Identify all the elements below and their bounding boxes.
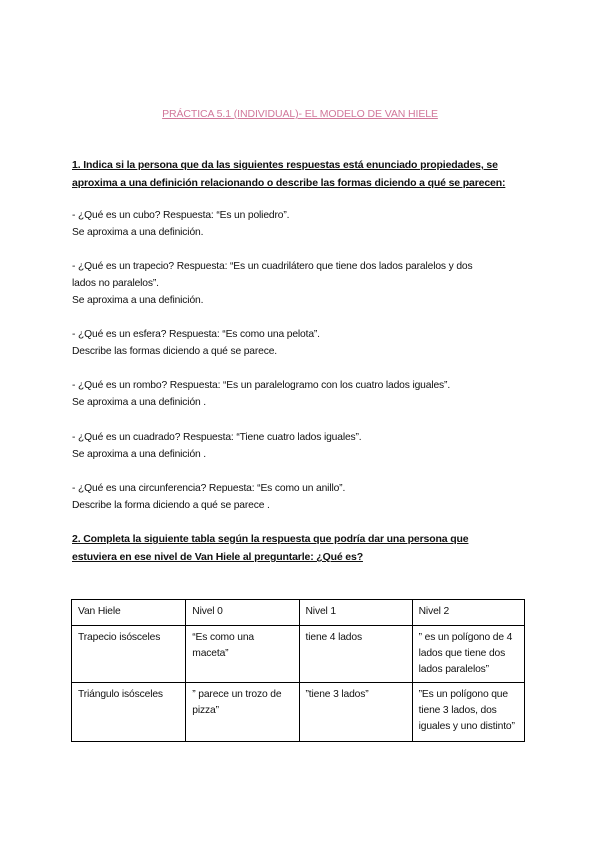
item-question: - ¿Qué es una circunferencia? Repuesta: “Es como un anillo”.	[72, 483, 346, 494]
question-2-heading-line-1: 2. Completa la siguiente tabla según la respuesta que podría dar una persona que	[72, 533, 469, 545]
item-question: - ¿Qué es un rombo? Respuesta: “Es un paralelogramo con los cuatro lados iguales”.	[72, 380, 451, 391]
question-1-item-cuadrado	[72, 429, 532, 463]
table-cell: ” parece un trozo de pizza”	[186, 683, 299, 742]
table-header-cell: Nivel 2	[412, 600, 524, 626]
item-answer: Describe la forma diciendo a qué se parece .	[72, 500, 270, 511]
item-answer: Se aproxima a una definición .	[72, 449, 207, 460]
table-cell: tiene 4 lados	[299, 626, 412, 683]
table-row	[72, 626, 525, 683]
table-header-row	[72, 600, 525, 626]
question-2-heading-line-2: estuviera en ese nivel de Van Hiele al preguntarle: ¿Qué es?	[72, 551, 363, 563]
van-hiele-table	[71, 599, 525, 742]
item-question: - ¿Qué es un esfera? Respuesta: “Es como una pelota”.	[72, 329, 320, 340]
table-header-cell: Nivel 0	[186, 600, 299, 626]
item-question: - ¿Qué es un trapecio? Respuesta: “Es un cuadrilátero que tiene dos lados paralelos y dos	[72, 261, 473, 272]
question-2-heading	[72, 530, 542, 566]
item-question: - ¿Qué es un cubo? Respuesta: “Es un poliedro”.	[72, 210, 290, 221]
document-title: PRÁCTICA 5.1 (INDIVIDUAL)- EL MODELO DE VAN HIELE	[162, 108, 438, 120]
table-cell: ”Es un polígono que tiene 3 lados, dos iguales y uno distinto”	[412, 683, 524, 742]
question-1-item-circunferencia	[72, 480, 532, 514]
question-1-heading-line-1: 1. Indica si la persona que da las siguientes respuestas está enunciado propiedades, se	[72, 159, 498, 171]
table-cell: Triángulo isósceles	[72, 683, 186, 742]
question-1-heading-line-2: aproxima a una definición relacionando o describe las formas diciendo a qué se parecen:	[72, 177, 506, 189]
question-1-item-trapecio	[72, 258, 532, 309]
item-answer: Describe las formas diciendo a qué se parece.	[72, 346, 278, 357]
item-question-cont: lados no paralelos”.	[72, 278, 159, 289]
question-1-heading	[72, 156, 542, 192]
item-question: - ¿Qué es un cuadrado? Respuesta: “Tiene cuatro lados iguales”.	[72, 432, 362, 443]
table-header-cell: Nivel 1	[299, 600, 412, 626]
table-row	[72, 683, 525, 742]
table-cell: Trapecio isósceles	[72, 626, 186, 683]
question-1-item-esfera	[72, 326, 532, 360]
item-answer: Se aproxima a una definición.	[72, 295, 204, 306]
question-1-item-cubo	[72, 207, 532, 241]
item-answer: Se aproxima a una definición.	[72, 227, 204, 238]
table-cell: ” es un polígono de 4 lados que tiene dos lados paralelos”	[412, 626, 524, 683]
item-answer: Se aproxima a una definición .	[72, 397, 207, 408]
table-cell: “Es como una maceta”	[186, 626, 299, 683]
table-cell: ”tiene 3 lados”	[299, 683, 412, 742]
table-header-cell: Van Hiele	[72, 600, 186, 626]
question-1-item-rombo	[72, 377, 532, 411]
